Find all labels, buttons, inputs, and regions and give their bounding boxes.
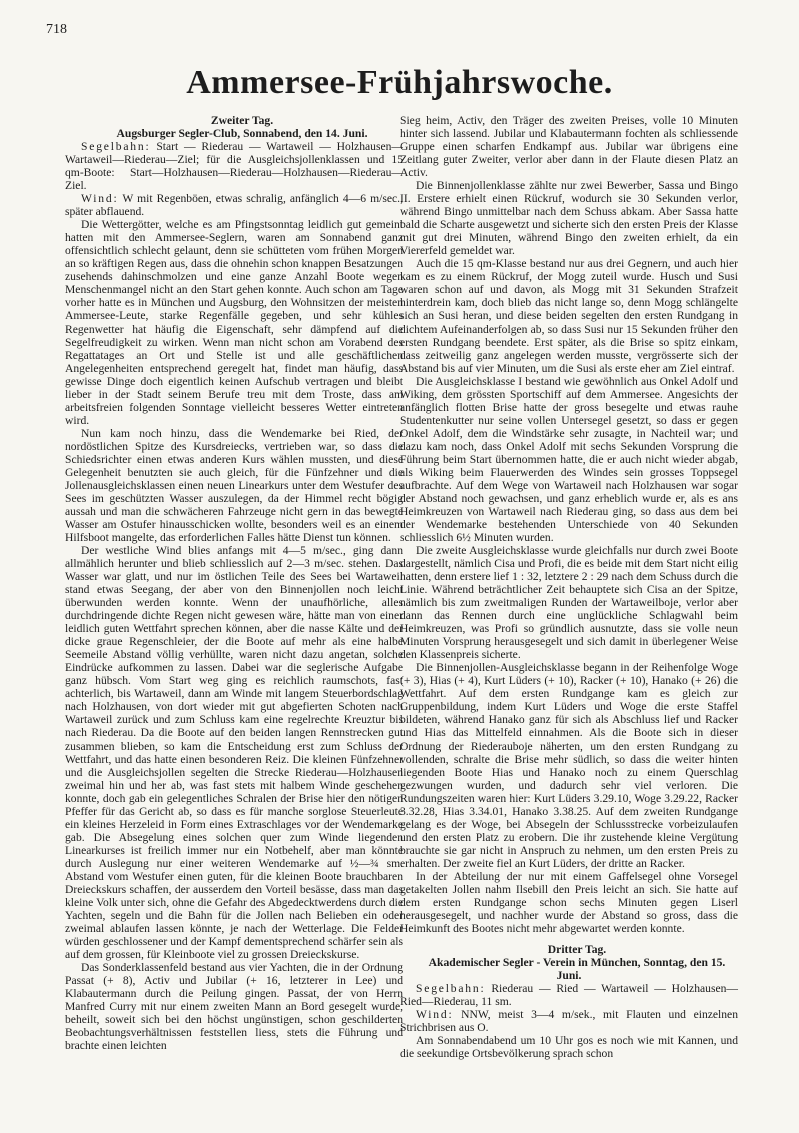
course-line	[65, 140, 403, 192]
course-text: Riederau — Ried — Wartaweil — Holzhausen—Ried—Riederau, 11 sm.	[400, 982, 738, 1009]
paragraph: Der westliche Wind blies anfangs mit 4—5 m/sec., ging dann allmählich herunter und blieb schliesslich auf 2—3 m/sec. stehen. Das Wasser war glatt, und nur im östlichen Teile des Sees bei Wartaweil stand etwas Seegang, der aber von den Binnenjollen noch leicht überwunden werden konnte. Wenn der unaufhörliche, alles durchdringende dichte Regen nicht gewesen wäre, hätte man von einer leidlich guten Wettfahrt sprechen können, aber die nasse Kälte und der dicke graue Regenschleier, der die Boote auf mehr als eine halbe Seemeile Abstand völlig verhüllte, waren nicht dazu angetan, solche Eindrücke aufkommen zu lassen. Dabei war die seglerische Aufgabe ganz hübsch. Vom Start weg ging es reichlich raumschots, fast achterlich, bis Wartaweil, dann am Winde mit langem Steuerbordschlag nach Holzhausen, von dort wieder mit gut abgefierten Schoten nach Wartaweil zurück und zum Schluss kam eine regelrechte Kreuztur bis nach Riederau. Da die Boote auf den beiden langen Rennstrecken gut zusammen blieben, so kam die Entscheidung erst zum Schluss der Wettfahrt, und das hatte einen besonderen Reiz. Die kleinen Fünfzehner und die Ausgleichsjollen segelten die Strecke Riederau—Holzhausen zweimal hin und her ab, was fast stets mit halbem Winde geschehen konnte, doch gab ein gelegentliches Schralen der Brise hier den nötigen Pfeffer für das Gericht ab, so dass es für manche sorglose Steuerleute ein kleines Herzeleid in Form eines Extraschlages vor der Wendemarke gab. Die Absegelung eines solchen quer zum Winde liegenden Linearkurses ist freilich immer nur ein Notbehelf, aber man könnte durch Auslegung nur einer weiteren Wendemarke auf ½—¾ sm. Abstand vom Westufer einen guten, für die kleinen Boote brauchbaren Dreieckskurs schaffen, der ausserdem den Vorteil besässe, dass man das kleine Volk unter sich, ohne die Gefahr des Abgedecktwerdens durch die Yachten, segeln und die Bahn für die Jollen nach Belieben ein oder zweimal ablaufen lassen könnte, je nach der Wetterlage. Die Felder würden geschlossener und der Kampf dementsprechend schärfer sein als auf dem grossen, für Kleinboote viel zu grossen Dreieckskurse.	[65, 544, 403, 961]
section-spacer	[400, 935, 738, 943]
paragraph: Die Binnenjollenklasse zählte nur zwei Bewerber, Sassa und Bingo II. Erstere erhielt einen Rückruf, wodurch sie 30 Sekunden verlor, während Bingo unmittelbar nach dem Schuss abkam. Aber Sassa hatte bald die Scharte ausgewetzt und sicherte sich den ersten Preis der Klasse mit gut drei Minuten, während Bingo den zweiten erhielt, da ein Viererfeld gemeldet war.	[400, 179, 738, 258]
course-text: Start — Riederau — Wartaweil — Holzhausen—Wartaweil—Riederau—Ziel; für die Ausgleichsjollenklassen und 15 qm-Boote: Start—Holzhausen—Riederau—Holzhausen—Riederau—Ziel.	[65, 140, 403, 193]
paragraph: Nun kam noch hinzu, dass die Wendemarke bei Ried, der nordöstlichen Spitze des Kursdreiecks, vertrieben war, so dass die Schiedsrichter einen etwas anderen Kurs wählen mussten, und diese Gelegenheit benutzten sie auch gleich, für die Fünfzehner und die Jollenausgleichsklassen einen neuen Linearkurs unter dem Westufer des Sees im geschützten Wasser auszulegen, da der Himmel recht bögig aussah und man die schwächeren Fahrzeuge nicht gern in das bewegte Wasser am Ostufer hinausschicken wollte, besonders weil es an einem Hilfsboot mangelte, das erforderlichen Falles hätte Dienst tun können.	[65, 426, 403, 544]
paragraph: Die Binnenjollen-Ausgleichsklasse begann in der Reihenfolge Woge (+ 3), Hias (+ 4), Kurt Lüders (+ 10), Racker (+ 10), Hanako (+ 26) die Wettfahrt. Auf dem ersten Rundgange kam es gleich zur Gruppenbildung, indem Kurt Lüders und Woge die erste Staffel bildeten, während Hanako ganz für sich als Abschluss lief und Racker und Hias das Mittelfeld einnahmen. Als die Boote sich in dieser Ordnung der Riederauboje näherten, um den ersten Rundgang zu vollenden, schralte die Brise mehr südlich, so dass die weiter hinten liegenden Boote Hias und Hanako noch zu einem Querschlag gezwungen wurden, und dadurch sehr viel verloren. Die Rundungszeiten waren hier: Kurt Lüders 3.29.10, Woge 3.29.22, Racker 3.32.28, Hias 3.34.01, Hanako 3.38.25. Auf dem zweiten Rundgange gelang es der Woge, bei Absegeln der Schlussstrecke vorbeizulaufen und den ersten Platz zu erobern. Die ihr zustehende kleine Vergütung brauchte sie gar nicht in Anspruch zu nehmen, um den ersten Preis zu erhalten. Der zweite fiel an Kurt Lüders, der dritte an Racker.	[400, 661, 738, 870]
paragraph: Auch die 15 qm-Klasse bestand nur aus drei Gegnern, und auch hier kam es zu einem Rückruf, der Mogg zuteil wurde. Husch und Susi waren schon auf und davon, als Mogg mit 31 Sekunden Strafzeit hinterdrein kam, doch blieb das nicht lange so, denn Mogg schlängelte sich an Susi heran, und diese beiden segelten den ersten Rundgang in dichtem Aufeinanderfolgen ab, so dass Susi nur 15 Sekunden früher den ersten Rundgang beendete. Erst später, als die Brise so spitz einkam, dass zeitweilig ganz angelegen werden musste, vergrösserte sich der Abstand bis auf vier Minuten, um die Susi als erste eher am Ziel eintraf.	[400, 257, 738, 375]
paragraph: Am Sonnabendabend um 10 Uhr gos es noch wie mit Kannen, und die seekundige Ortsbevölkerung sprach schon	[400, 1034, 738, 1061]
wind-text: NNW, meist 3—4 m/sek., mit Flauten und einzelnen Strichbrisen aus O.	[400, 1008, 738, 1035]
wind-line	[400, 1008, 738, 1034]
wind-text: W mit Regenböen, etwas schralig, anfänglich 4—6 m/sec., später abflauend.	[65, 192, 403, 219]
paragraph: Die zweite Ausgleichsklasse wurde gleichfalls nur durch zwei Boote dargestellt, nämlich Cisa und Profi, die es beide mit dem Start nicht eilig hatten, denn erstere lief 1 : 32, letztere 2 : 29 nach dem Schuss durch die Linie. Während beträchtlicher Zeit behauptete sich Cisa an der Spitze, nämlich bis zum zweitmaligen Runden der Wartaweilboje, verlor aber dann das Rennen durch eine unglückliche Schlagwahl beim Heimkreuzen, was Profi so gründlich ausnutzte, dass sie volle neun Minuten Vorsprung herausgesegelt und sich damit in überlegener Weise den Klassenpreis sicherte.	[400, 544, 738, 662]
course-label: Segelbahn:	[416, 982, 486, 996]
event-heading: Augsburger Segler-Club, Sonnabend, den 14. Juni.	[116, 127, 368, 141]
paragraph: Die Wettergötter, welche es am Pfingstsonntag leidlich gut gemeint hatten mit den Ammersee-Seglern, waren am Sonnabend ganz offensichtlich schlecht gelaunt, denn sie schütteten vom frühen Morgen an so kräftigen Regen aus, dass die ohnehin schon knappen Besatzungen zusehends dahinschmolzen und eine ganze Anzahl Boote wegen Menschenmangel nicht an den Start gehen konnte. Auch schon am Tage vorher hatte es in München und Augsburg, den Wohnsitzen der meisten Ammersee-Leute, starke Regenfälle gegeben, und sehr kühles Regenwetter hat häufig die Eigenschaft, sehr dämpfend auf die Segelfreudigkeit zu wirken. Wenn man nicht schon am Vorabend des Regattatages an Ort und Stelle ist und alle geschäftlichen Angelegenheiten entsprechend geregelt hat, findet man häufig, dass gewisse Dinge doch eigentlich keinen Aufschub vertragen und bleibt lieber in der Stadt seinem Berufe treu mit dem Troste, dass am arbeitsfreien folgenden Sonntage vielleicht besseres Wetter eintreten wird.	[65, 218, 403, 427]
wind-label: Wind:	[81, 192, 119, 206]
paragraph: In der Abteilung der nur mit einem Gaffelsegel ohne Vorsegel getakelten Jollen nahm Ilsebill den Preis leicht an sich. Sie hatte auf dem ersten Rundgange schon sechs Minuten gegen Liserl herausgesegelt, und nachher wurde der Abstand so gross, dass die Heimkunft des Bootes nicht mehr abgewartet werden konnte.	[400, 869, 738, 935]
page-number: 718	[46, 22, 67, 37]
paragraph: Sieg heim, Activ, den Träger des zweiten Preises, volle 10 Minuten hinter sich lassend. Jubilar und Klabautermann fochten als schliessende Gruppe einen scharfen Endkampf aus. Jubilar war übrigens eine Zeitlang guter Zweiter, verlor aber dann in der Flaute diesen Platz an Activ.	[400, 114, 738, 180]
paragraph: Die Ausgleichsklasse I bestand wie gewöhnlich aus Onkel Adolf und Wiking, dem grössten Sportschiff auf dem Ammersee. Angesichts der anfänglich flotten Brise hatte der gross besegelte und etwas rauhe Studentenkutter nur seine vollen Untersegel gesetzt, so dass er gegen Onkel Adolf, dem die Windstärke sehr zusagte, in Nachteil war; und dazu kam noch, dass Onkel Adolf mit sechs Sekunden Vorsprung die Führung beim Start übernommen hatte, die er auch nicht wieder abgab, als Wiking beim Flauerwerden des Windes sein grosses Toppsegel aufbrachte. Auf dem Wege von Wartaweil nach Holzhausen war sogar der Abstand noch gewachsen, und ganz erheblich wurde er, als es ans Heimkreuzen von Wartaweil nach Riederau ging, so dass aus dem bei der Wendemarke bestehenden Unterschiede von 40 Sekunden schliesslich 6½ Minuten wurden.	[400, 374, 738, 544]
day-heading: Zweiter Tag.	[210, 114, 274, 127]
course-label: Segelbahn:	[81, 140, 151, 154]
event-heading: Akademischer Segler - Verein in München, Sonntag, den 15. Juni.	[428, 956, 726, 983]
article-title: Ammersee-Frühjahrswoche.	[186, 64, 613, 101]
wind-line	[65, 192, 403, 218]
left-column	[65, 114, 403, 1052]
right-column	[400, 114, 738, 1060]
course-line	[400, 982, 738, 1008]
paragraph: Das Sonderklassenfeld bestand aus vier Yachten, die in der Ordnung Passat (+ 8), Activ und Jubilar (+ 16, letzterer in Lee) und Klabautermann durch die Peilung gingen. Passat, der von Herrn Manfred Curry mit nur einem zweiten Mann an Bord gesegelt wurde, beheilt, soweit sich bei den höchst ungünstigen, schon geschilderten Beobachtungsverhältnissen feststellen liess, stets die Führung und brachte einen leichten	[65, 961, 403, 1053]
day-heading: Dritter Tag.	[547, 942, 607, 956]
wind-label: Wind:	[416, 1008, 454, 1022]
